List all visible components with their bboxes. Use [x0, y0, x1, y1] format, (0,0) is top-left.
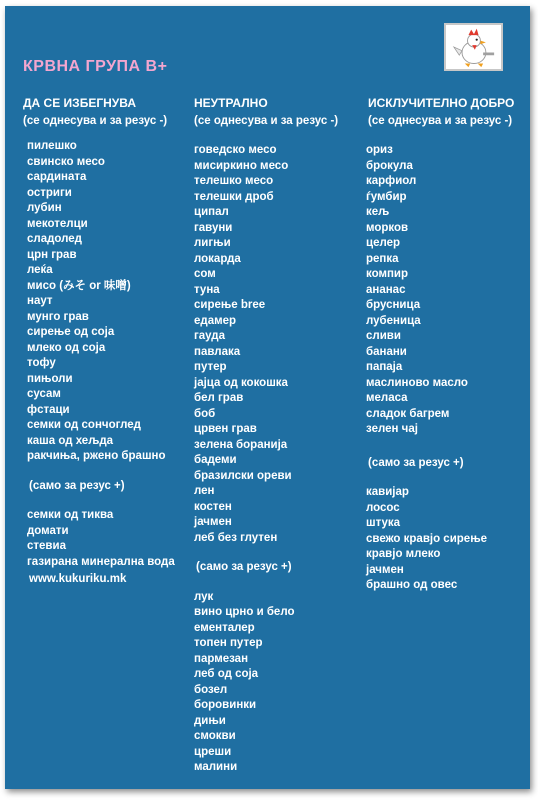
food-item: мисо (みそ or 味噌) [27, 279, 131, 292]
column-header: ИСКЛУЧИТЕЛНО ДОБРО [368, 96, 515, 110]
food-item: говедско месо [194, 144, 277, 156]
food-item: ципал [194, 206, 229, 218]
food-item: јачмен [366, 563, 404, 576]
food-item: костен [194, 500, 232, 513]
food-item: банани [366, 345, 407, 358]
food-item: боровинки [194, 699, 257, 711]
column-avoid-list [27, 139, 175, 588]
food-item: сом [194, 268, 216, 280]
food-item: лук [194, 590, 214, 603]
rhesus-note: (само за резус +) [368, 456, 464, 469]
food-item: бел грав [194, 392, 244, 404]
column-beneficial-list [366, 143, 487, 594]
food-item: семки од тиква [27, 509, 114, 521]
food-item: мунго грав [27, 310, 89, 323]
rhesus-note: (само за резус +) [196, 561, 292, 573]
food-item: локарда [194, 252, 241, 265]
food-item: сладолед [27, 233, 82, 245]
food-item: карфиол [366, 175, 417, 187]
food-item: брусница [366, 299, 421, 311]
food-item: павлака [194, 345, 241, 358]
food-item: сирење bree [194, 299, 266, 311]
food-item: ананас [366, 283, 406, 296]
food-item: гавуни [194, 221, 233, 234]
food-item: мекотелци [27, 217, 88, 230]
food-item: мисиркино месо [194, 159, 289, 172]
food-item: смокви [194, 730, 236, 742]
food-item: кавијар [366, 486, 409, 498]
food-item: свежо кравјо сирење [366, 532, 488, 545]
food-item: сирење од соја [27, 326, 115, 338]
website-link[interactable]: www.kukuriku.mk [29, 573, 127, 585]
food-item: пилешко [27, 140, 77, 152]
food-item: црн грав [27, 248, 77, 261]
food-item: млеко од соја [27, 341, 106, 354]
food-item: зелена боранија [194, 438, 288, 451]
food-item: сливи [366, 330, 401, 342]
food-item: брашно од овес [366, 579, 458, 591]
food-item: јајца од кокошка [194, 376, 288, 389]
food-item: ракчиња, ржено брашно [27, 450, 166, 462]
food-item: репка [366, 252, 399, 265]
food-item: свинско месо [27, 155, 105, 168]
food-item: телешко месо [194, 175, 274, 187]
food-item: каша од хељда [27, 434, 114, 447]
food-item: кравјо млеко [366, 548, 441, 560]
food-item: лубеница [366, 314, 421, 327]
column-header: НЕУТРАЛНО [194, 96, 268, 110]
food-item: семки од сончоглед [27, 419, 141, 431]
food-item: стевиа [27, 540, 66, 552]
food-item: брокула [366, 159, 413, 172]
food-item: топен путер [194, 637, 263, 649]
diet-card [5, 6, 530, 789]
food-item: целер [366, 237, 401, 249]
food-item: компир [366, 268, 409, 280]
food-item: сладок багрем [366, 407, 450, 420]
food-item: папаја [366, 361, 403, 373]
column-subheader: (се однесува и за резус -) [194, 115, 339, 127]
food-item: телешки дроб [194, 190, 274, 203]
food-item: малини [194, 761, 238, 773]
food-item: маслиново масло [366, 376, 468, 389]
food-item: леќа [27, 264, 53, 276]
rooster-chef-logo-icon [444, 23, 503, 71]
food-item: јачмен [194, 516, 232, 528]
food-item: ементалер [194, 621, 255, 634]
food-item: боб [194, 407, 216, 420]
column-subheader: (се однесува и за резус -) [368, 115, 513, 127]
food-item: меласа [366, 392, 408, 404]
food-item: тофу [27, 357, 56, 369]
food-item: бадеми [194, 454, 237, 466]
food-item: лигњи [194, 237, 231, 249]
food-item: сусам [27, 388, 61, 400]
food-item: путер [194, 361, 227, 373]
food-item: штука [366, 517, 401, 529]
food-item: наут [27, 295, 53, 307]
food-item: цреши [194, 745, 232, 758]
food-item: бозел [194, 683, 228, 696]
column-avoid-header [23, 94, 167, 130]
food-item: зелен чај [366, 423, 418, 435]
food-item: сардината [27, 171, 87, 183]
food-item: црвен грав [194, 423, 257, 435]
food-item: едамер [194, 314, 237, 327]
column-header: ДА СЕ ИЗБЕГНУВА [23, 96, 136, 110]
food-item: гауда [194, 330, 225, 342]
column-subheader: (се однесува и за резус -) [23, 115, 168, 127]
food-item: кељ [366, 206, 390, 218]
food-item: лубин [27, 202, 62, 214]
food-item: пињоли [27, 372, 73, 385]
food-item: ѓумбир [366, 190, 407, 203]
food-item: лосос [366, 501, 400, 514]
column-neutral-list [194, 143, 295, 776]
page-title: КРВНА ГРУПА В+ [23, 58, 168, 75]
food-item: пармезан [194, 652, 249, 665]
food-item: газирана минерална вода [27, 555, 175, 568]
food-item: вино црно и бело [194, 606, 295, 618]
rhesus-note: (само за резус +) [29, 479, 125, 492]
column-neutral-header [194, 94, 338, 130]
food-item: морков [366, 221, 409, 234]
food-item: дињи [194, 714, 226, 727]
column-beneficial-header [368, 94, 514, 130]
food-item: леб без глутен [194, 531, 278, 544]
food-item: остриги [27, 186, 72, 199]
food-item: домати [27, 524, 69, 537]
food-item: леб од соја [194, 668, 259, 680]
food-item: ориз [366, 144, 393, 156]
food-item: бразилски ореви [194, 469, 292, 482]
food-item: туна [194, 283, 220, 296]
food-item: лен [194, 485, 215, 497]
food-item: фстаци [27, 403, 70, 416]
